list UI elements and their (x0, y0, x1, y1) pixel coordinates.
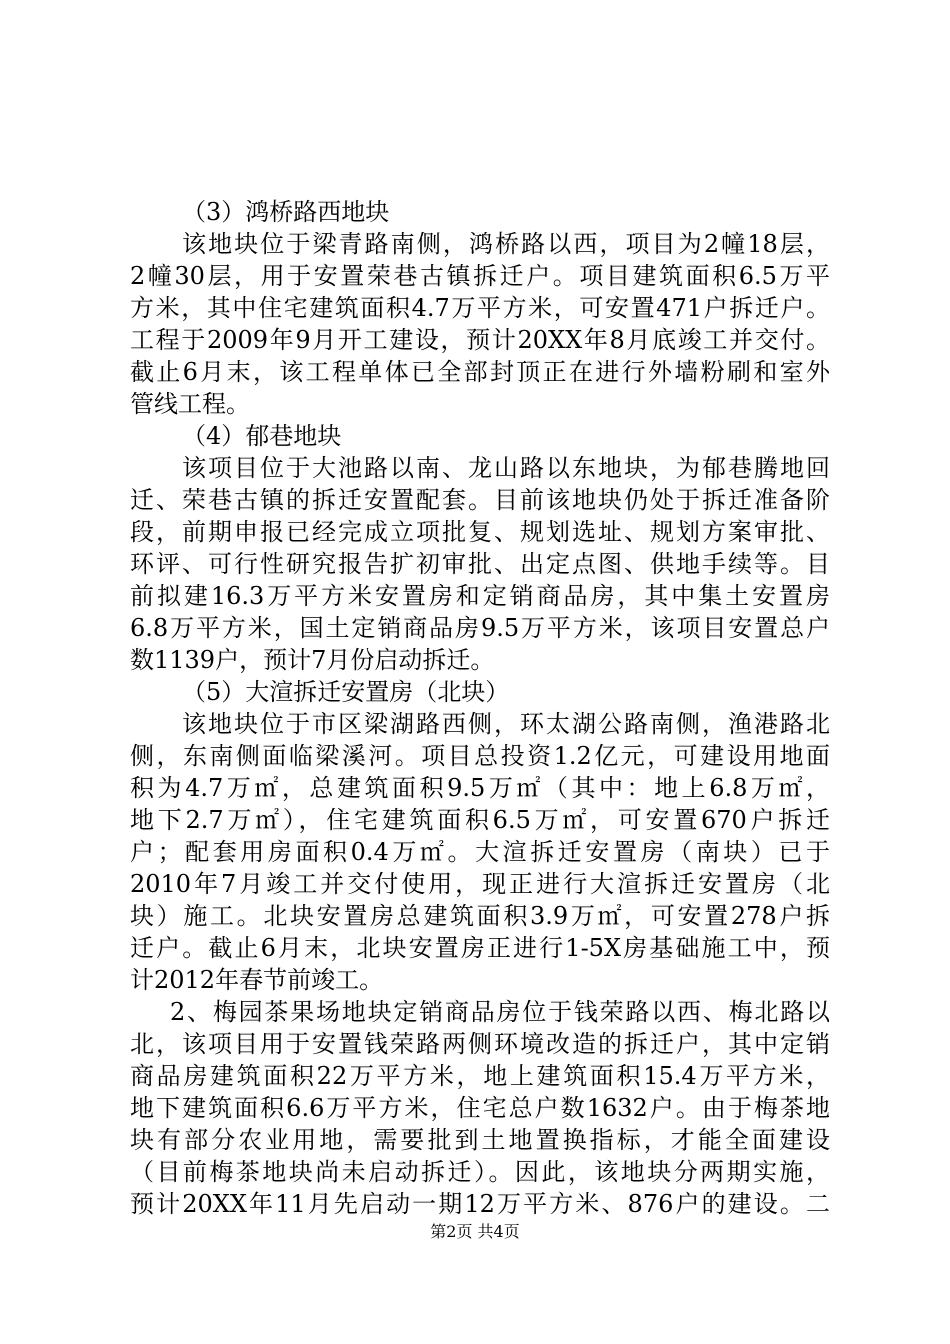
text-line: 商品房建筑面积22万平方米，地上建筑面积15.4万平方米， (130, 1062, 830, 1090)
text-line: 数1139户，预计7月份启动拆迁。 (130, 646, 495, 674)
text-line: 工程于2009年9月开工建设，预计20XX年8月底竣工并交付。 (130, 326, 830, 354)
text-line: 该项目位于大池路以南、龙山路以东地块，为郁巷腾地回 (182, 454, 830, 482)
page-footer: 第2页 共4页 (430, 1222, 520, 1241)
text-line: 前拟建16.3万平方米安置房和定销商品房，其中集土安置房 (130, 582, 830, 610)
text-line: 积为4.7万㎡，总建筑面积9.5万㎡（其中：地上6.8万㎡， (130, 774, 830, 802)
text-line: 管线工程。 (130, 390, 250, 418)
text-line: 块有部分农业用地，需要批到土地置换指标，才能全面建设 (130, 1126, 830, 1154)
text-line: 北，该项目用于安置钱荣路两侧环境改造的拆迁户，其中定销 (130, 1030, 830, 1058)
text-line: 2010年7月竣工并交付使用，现正进行大渲拆迁安置房（北 (130, 870, 830, 898)
text-line: 6.8万平方米，国土定销商品房9.5万平方米，该项目安置总户 (130, 614, 830, 642)
text-line: 该地块位于市区梁湖路西侧，环太湖公路南侧，渔港路北 (182, 710, 830, 738)
text-line: （4）郁巷地块 (182, 422, 342, 450)
body-text (130, 196, 830, 1220)
text-line: 块）施工。北块安置房总建筑面积3.9万㎡，可安置278户拆 (130, 902, 830, 930)
text-line: （3）鸿桥路西地块 (182, 198, 390, 226)
text-line: 方米，其中住宅建筑面积4.7万平方米，可安置471户拆迁户。 (130, 294, 830, 322)
text-line: 计2012年春节前竣工。 (130, 966, 384, 994)
text-line: 2幢30层，用于安置荣巷古镇拆迁户。项目建筑面积6.5万平 (130, 262, 830, 290)
text-line: 迁、荣巷古镇的拆迁安置配套。目前该地块仍处于拆迁准备阶 (130, 486, 830, 514)
text-line: 户；配套用房面积0.4万㎡。大渲拆迁安置房（南块）已于 (130, 838, 830, 866)
text-line: 预计20XX年11月先启动一期12万平方米、876户的建设。二 (130, 1190, 830, 1218)
text-line: （目前梅茶地块尚未启动拆迁）。因此，该地块分两期实施， (130, 1158, 830, 1186)
text-line: 环评、可行性研究报告扩初审批、出定点图、供地手续等。目 (130, 550, 830, 578)
text-line: 地下建筑面积6.6万平方米，住宅总户数1632户。由于梅茶地 (130, 1094, 830, 1122)
text-line: 段，前期申报已经完成立项批复、规划选址、规划方案审批、 (130, 518, 830, 546)
text-line: 2、梅园茶果场地块定销商品房位于钱荣路以西、梅北路以 (170, 998, 830, 1026)
text-line: 地下2.7万㎡），住宅建筑面积6.5万㎡，可安置670户拆迁 (130, 806, 830, 834)
text-line: 该地块位于梁青路南侧，鸿桥路以西，项目为2幢18层， (182, 230, 830, 258)
text-line: （5）大渲拆迁安置房（北块） (182, 678, 510, 706)
text-line: 迁户。截止6月末，北块安置房正进行1-5X房基础施工中，预 (130, 934, 830, 962)
text-line: 截止6月末，该工程单体已全部封顶正在进行外墙粉刷和室外 (130, 358, 830, 386)
text-line: 侧，东南侧面临梁溪河。项目总投资1.2亿元，可建设用地面 (130, 742, 830, 770)
